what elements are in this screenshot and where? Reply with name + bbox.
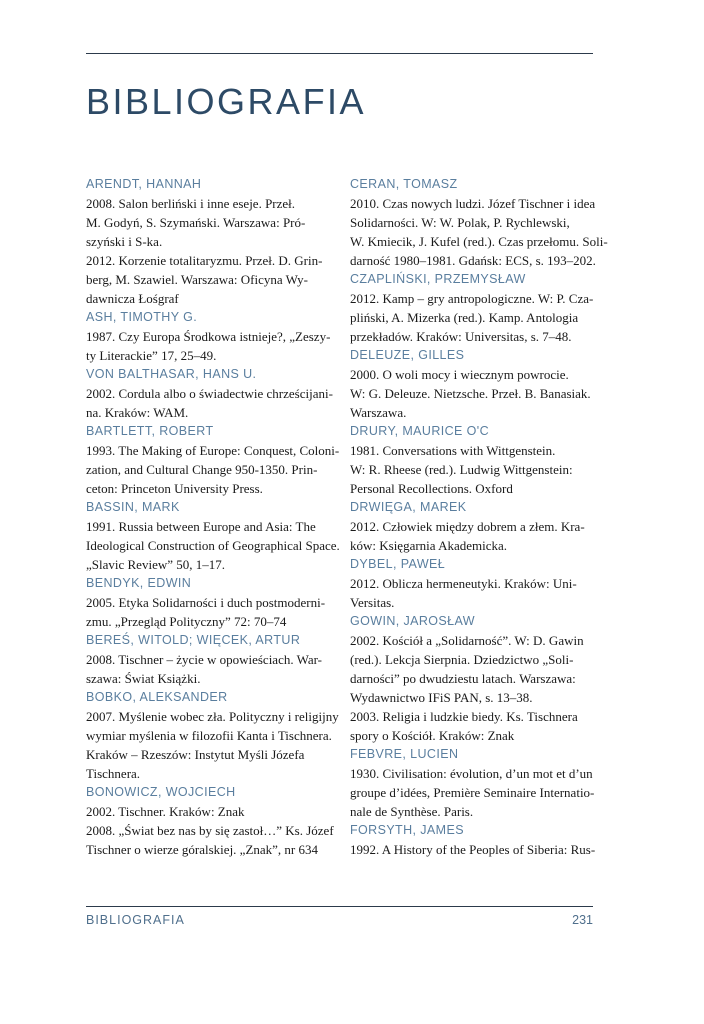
reference-line: 1992. A History of the Peoples of Siberia: Rus- (350, 842, 596, 857)
author-heading: CZAPLIŃSKI, PRZEMYSŁAW (350, 272, 526, 286)
reference-line: W. Kmiecik, J. Kufel (red.). Czas przełomu. Soli- (350, 234, 608, 249)
author-heading: DRWIĘGA, MAREK (350, 500, 467, 514)
reference-line: 2008. „Świat bez nas by się zastoł…” Ks. Józef (86, 823, 334, 838)
author-heading: BARTLETT, ROBERT (86, 424, 214, 438)
running-footer-section: BIBLIOGRAFIA (86, 913, 185, 927)
reference-line: ków: Księgarnia Akademicka. (350, 538, 508, 553)
reference-line: (red.). Lekcja Sierpnia. Dziedzictwo „Soli- (350, 652, 574, 667)
reference-line: przekładów. Kraków: Universitas, s. 7–48. (350, 329, 572, 344)
author-heading: DYBEL, PAWEŁ (350, 557, 446, 571)
page-title: BIBLIOGRAFIA (86, 81, 367, 122)
reference-line: 1991. Russia between Europe and Asia: The (86, 519, 316, 534)
reference-line: szawa: Świat Książki. (86, 671, 201, 686)
author-heading: GOWIN, JAROSŁAW (350, 614, 475, 628)
reference-line: ty Literackie” 17, 25–49. (86, 348, 217, 363)
reference-line: 2002. Tischner. Kraków: Znak (86, 804, 245, 819)
reference-line: 2005. Etyka Solidarności i duch postmoderni- (86, 595, 326, 610)
author-heading: ARENDT, HANNAH (86, 177, 202, 191)
reference-line: W: G. Deleuze. Nietzsche. Przeł. B. Banasiak. (350, 386, 591, 401)
reference-line: groupe d’idées, Première Seminaire Internatio- (350, 785, 595, 800)
reference-line: spory o Kościół. Kraków: Znak (350, 728, 515, 743)
reference-line: nale de Synthèse. Paris. (350, 804, 474, 819)
author-heading: CERAN, TOMASZ (350, 177, 458, 191)
reference-line: Personal Recollections. Oxford (350, 481, 513, 496)
page-number: 231 (572, 913, 593, 927)
author-heading: FEBVRE, LUCIEN (350, 747, 459, 761)
reference-line: Versitas. (350, 595, 395, 610)
reference-line: berg, M. Szawiel. Warszawa: Oficyna Wy- (86, 272, 308, 287)
reference-line: 2003. Religia i ludzkie biedy. Ks. Tischnera (350, 709, 578, 724)
reference-line: 1981. Conversations with Wittgenstein. (350, 443, 556, 458)
author-heading: DRURY, MAURICE O'C (350, 424, 490, 438)
reference-line: „Slavic Review” 50, 1–17. (86, 557, 225, 572)
author-heading: BEREŚ, WITOLD; WIĘCEK, ARTUR (86, 633, 301, 647)
reference-line: Ideological Construction of Geographical Space. (86, 538, 340, 553)
reference-line: 2012. Kamp – gry antropologiczne. W: P. Cza- (350, 291, 594, 306)
author-heading: BENDYK, EDWIN (86, 576, 192, 590)
author-heading: DELEUZE, GILLES (350, 348, 465, 362)
reference-line: 1930. Civilisation: évolution, d’un mot et d’un (350, 766, 593, 781)
reference-line: 2002. Cordula albo o świadectwie chrześcijani- (86, 386, 333, 401)
reference-line: ceton: Princeton University Press. (86, 481, 263, 496)
reference-line: 2000. O woli mocy i wiecznym powrocie. (350, 367, 569, 382)
author-heading: BOBKO, ALEKSANDER (86, 690, 228, 704)
reference-line: Tischnera. (86, 766, 141, 781)
reference-line: 1987. Czy Europa Środkowa istnieje?, „Zeszy- (86, 329, 331, 344)
reference-line: 2012. Oblicza hermeneutyki. Kraków: Uni- (350, 576, 577, 591)
reference-line: Solidarności. W: W. Polak, P. Rychlewski, (350, 215, 570, 230)
reference-line: szyński i S-ka. (86, 234, 163, 249)
author-heading: BASSIN, MARK (86, 500, 180, 514)
reference-line: 2008. Tischner – życie w opowieściach. War- (86, 652, 323, 667)
reference-line: 2010. Czas nowych ludzi. Józef Tischner i idea (350, 196, 596, 211)
reference-line: M. Godyń, S. Szymański. Warszawa: Pró- (86, 215, 306, 230)
reference-line: darności” po dwudziestu latach. Warszawa: (350, 671, 576, 686)
reference-line: Warszawa. (350, 405, 407, 420)
reference-line: W: R. Rheese (red.). Ludwig Wittgenstein: (350, 462, 573, 477)
top-rule (86, 53, 593, 54)
reference-line: Wydawnictwo IFiS PAN, s. 13–38. (350, 690, 533, 705)
reference-line: 2002. Kościół a „Solidarność”. W: D. Gawin (350, 633, 584, 648)
reference-line: wymiar myślenia w filozofii Kanta i Tischnera. (86, 728, 332, 743)
reference-line: 2012. Człowiek między dobrem a złem. Kra- (350, 519, 585, 534)
reference-line: 2007. Myślenie wobec zła. Polityczny i religijny (86, 709, 339, 724)
reference-line: Kraków – Rzeszów: Instytut Myśli Józefa (86, 747, 305, 762)
reference-line: 2008. Salon berliński i inne eseje. Przeł. (86, 196, 296, 211)
reference-line: dawnicza Łośgraf (86, 291, 179, 306)
author-heading: FORSYTH, JAMES (350, 823, 464, 837)
author-heading: BONOWICZ, WOJCIECH (86, 785, 236, 799)
reference-line: zation, and Cultural Change 950-1350. Prin- (86, 462, 318, 477)
bibliography-column-left (86, 175, 340, 859)
reference-line: 1993. The Making of Europe: Conquest, Coloni- (86, 443, 340, 458)
author-heading: ASH, TIMOTHY G. (86, 310, 198, 324)
author-heading: VON BALTHASAR, HANS U. (86, 367, 257, 381)
reference-line: na. Kraków: WAM. (86, 405, 189, 420)
reference-line: darność 1980–1981. Gdańsk: ECS, s. 193–202. (350, 253, 596, 268)
reference-line: Tischner o wierze góralskiej. „Znak”, nr 634 (86, 842, 319, 857)
bibliography-column-right (350, 175, 608, 859)
reference-line: zmu. „Przegląd Polityczny” 72: 70–74 (86, 614, 287, 629)
reference-line: 2012. Korzenie totalitaryzmu. Przeł. D. Grin- (86, 253, 323, 268)
reference-line: pliński, A. Mizerka (red.). Kamp. Antologia (350, 310, 579, 325)
footer-rule (86, 906, 593, 907)
